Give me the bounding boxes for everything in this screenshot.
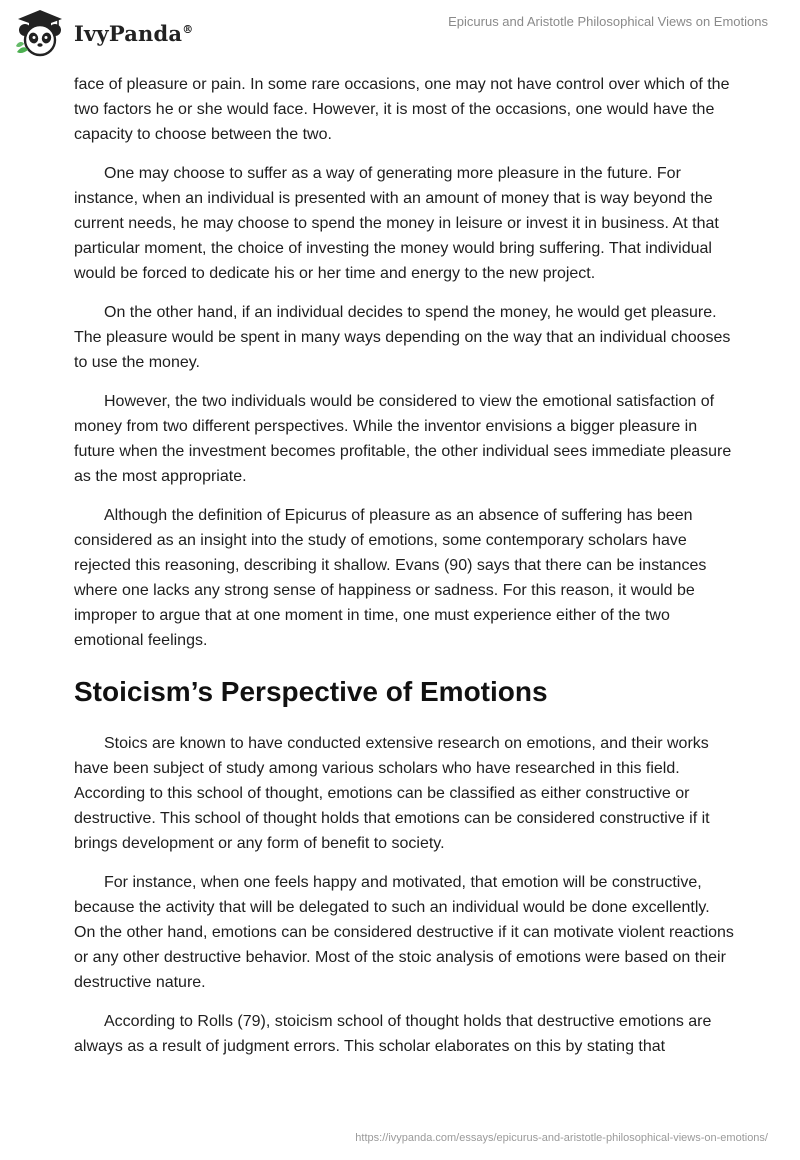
paragraph: One may choose to suffer as a way of generating more pleasure in the future. For instance, when an individual is presented with an amount of money that is way beyond the current needs, he may choose to spend the money in leisure or invest it in business. At that particular moment, the choice of investing the money would bring suffering. That individual would be forced to dedicate his or her time and energy to the new project.: [74, 165, 719, 282]
paragraph: On the other hand, if an individual decides to spend the money, he would get pleasure. The pleasure would be spent in many ways depending on the way that an individual chooses to use the money.: [74, 304, 731, 371]
paragraph: However, the two individuals would be considered to view the emotional satisfaction of money from two different perspectives. While the inventor envisions a bigger pleasure in future when the investment becomes profitable, the other individual sees immediate pleasure as the most appropriate.: [74, 393, 732, 485]
paragraph: Although the definition of Epicurus of pleasure as an absence of suffering has been considered as an insight into the study of emotions, some contemporary scholars have rejected this reasoning, describing it shallow. Evans (90) says that there can be instances where one lacks any strong sense of happiness or sadness. For this reason, it would be improper to argue that at one moment in time, one must experience either of the two emotional feelings.: [74, 507, 707, 649]
paragraph: According to Rolls (79), stoicism school of thought holds that destructive emotions are always as a result of judgment errors. This scholar elaborates on this by stating that: [74, 1013, 712, 1055]
source-url-link[interactable]: https://ivypanda.com/essays/epicurus-and-aristotle-philosophical-views-on-emotions/: [355, 1132, 768, 1144]
paragraph: Stoics are known to have conducted extensive research on emotions, and their works have been subject of study among various scholars who have researched in this field. According to this school of thought, emotions can be classified as either constructive or destructive. This school of thought holds that emotions can be considered constructive if it brings development or any form of benefit to society.: [74, 735, 710, 852]
document-title: Epicurus and Aristotle Philosophical Views on Emotions: [448, 14, 768, 29]
paragraph: face of pleasure or pain. In some rare occasions, one may not have control over which of the two factors he or she would face. However, it is most of the occasions, one would have the capacity to choose between the two.: [74, 76, 730, 143]
page-header: [0, 0, 800, 68]
section-heading: Stoicism’s Perspective of Emotions: [74, 676, 548, 707]
ivypanda-logo[interactable]: [14, 8, 193, 58]
paragraph: For instance, when one feels happy and motivated, that emotion will be constructive, because the activity that will be delegated to such an individual would be done excellently. On the other hand, emotions can be considered destructive if it can motivate violent reactions or any other destructive behavior. Most of the stoic analysis of emotions were based on their destructive nature.: [74, 874, 734, 991]
panda-graduate-icon: [14, 8, 66, 58]
logo-wordmark: IvyPanda®: [74, 20, 194, 46]
essay-content: [74, 72, 734, 1073]
